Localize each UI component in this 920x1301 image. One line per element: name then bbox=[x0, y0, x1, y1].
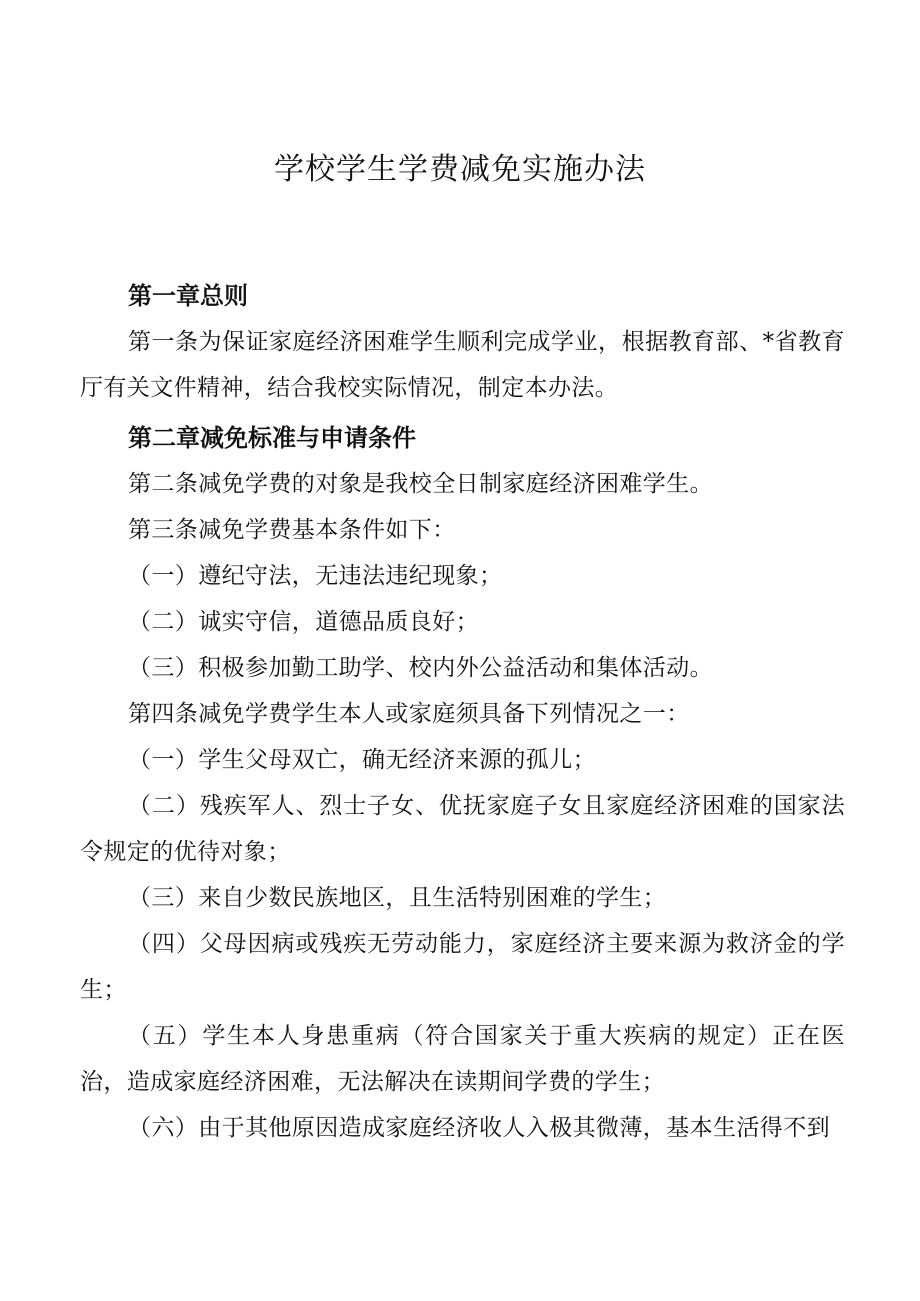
article-3: 第三条减免学费基本条件如下： bbox=[128, 517, 456, 543]
article-4-item-4: （四）父母因病或残疾无劳动能力，家庭经济主要来源为救济金的学生； bbox=[80, 931, 845, 1003]
document-body bbox=[80, 273, 845, 1151]
document-title: 学校学生学费减免实施办法 bbox=[274, 152, 646, 187]
article-4-item-3: （三）来自少数民族地区，且生活特别困难的学生； bbox=[128, 885, 667, 911]
article-3-item-1: （一）遵纪守法，无违法违纪现象； bbox=[128, 563, 503, 589]
article-4-item-2: （二）残疾军人、烈士子女、优抚家庭子女且家庭经济困难的国家法令规定的优待对象； bbox=[80, 793, 845, 865]
article-4-item-6: （六）由于其他原因造成家庭经济收人入极其微薄，基本生活得不到 bbox=[128, 1115, 830, 1141]
article-1: 第一条为保证家庭经济困难学生顺利完成学业，根据教育部、*省教育厅有关文件精神，结合我校实际情况，制定本办法。 bbox=[80, 329, 845, 401]
chapter-1-heading: 第一章总则 bbox=[128, 282, 248, 310]
article-4-item-5: （五）学生本人身患重病（符合国家关于重大疾病的规定）正在医治，造成家庭经济困难，无法解决在读期间学费的学生； bbox=[80, 1023, 845, 1095]
article-4: 第四条减免学费学生本人或家庭须具备下列情况之一： bbox=[128, 701, 690, 727]
article-3-item-2: （二）诚实守信，道德品质良好； bbox=[128, 609, 479, 635]
article-2: 第二条减免学费的对象是我校全日制家庭经济困难学生。 bbox=[128, 471, 713, 497]
chapter-2-heading: 第二章减免标准与申请条件 bbox=[128, 424, 416, 452]
article-4-item-1: （一）学生父母双亡，确无经济来源的孤儿； bbox=[128, 747, 596, 773]
article-3-item-3: （三）积极参加勤工助学、校内外公益活动和集体活动。 bbox=[128, 655, 713, 681]
